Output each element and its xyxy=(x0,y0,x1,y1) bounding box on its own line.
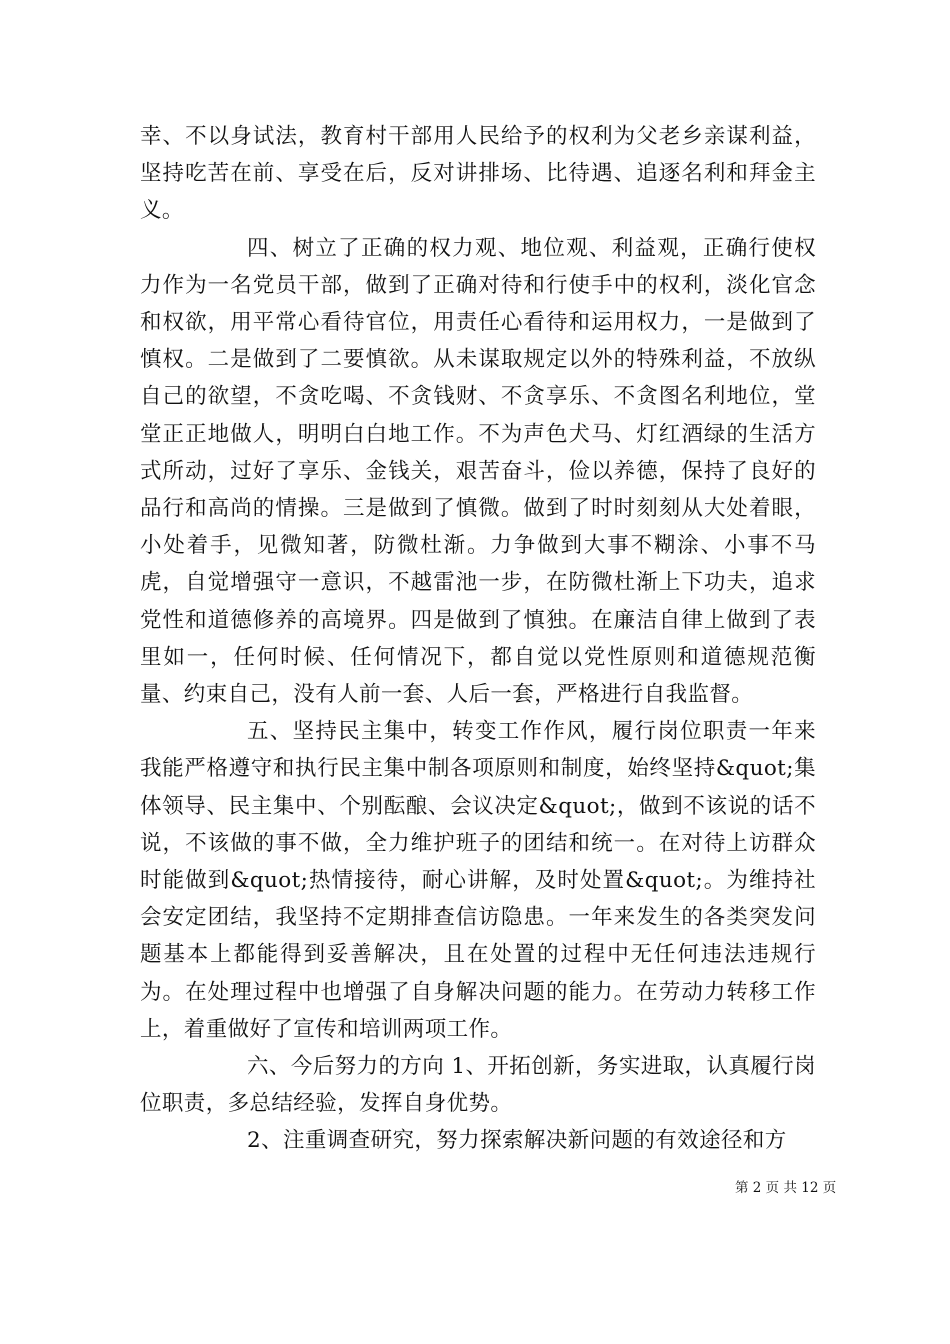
paragraph-continuation: 幸、不以身试法，教育村干部用人民给予的权利为父老乡亲谋利益，坚持吃苦在前、享受在后，反对讲排场、比待遇、追逐名利和拜金主义。 xyxy=(140,124,816,224)
page-number-footer: 第 2 页 共 12 页 xyxy=(735,1180,837,1196)
paragraph-section-six: 六、今后努力的方向 1、开拓创新，务实进取，认真履行岗位职责，多总结经验，发挥自身优势。 xyxy=(140,1054,816,1117)
paragraph-section-four: 四、树立了正确的权力观、地位观、利益观，正确行使权力作为一名党员干部，做到了正确对待和行使手中的权利，淡化官念和权欲，用平常心看待官位，用责任心看待和运用权力，一是做到了慎权。二是做到了二要慎欲。从未谋取规定以外的特殊利益，不放纵自己的欲望，不贪吃喝、不贪钱财、不贪享乐、不贪图名利地位，堂堂正正地做人，明明白白地工作。不为声色犬马、灯红酒绿的生活方式所动，过好了享乐、金钱关，艰苦奋斗，俭以养德，保持了良好的品行和高尚的情操。三是做到了慎微。做到了时时刻刻从大处着眼，小处着手，见微知著，防微杜渐。力争做到大事不糊涂、小事不马虎，自觉增强守一意识，不越雷池一步，在防微杜渐上下功夫，追求党性和道德修养的高境界。四是做到了慎独。在廉洁自律上做到了表里如一，任何时候、任何情况下，都自觉以党性原则和道德规范衡量、约束自己，没有人前一套、人后一套，严格进行自我监督。 xyxy=(140,235,816,708)
paragraph-item-two: 2、注重调查研究，努力探索解决新问题的有效途径和方 xyxy=(247,1128,787,1154)
document-body xyxy=(140,118,816,1160)
paragraph-section-five: 五、坚持民主集中，转变工作作风，履行岗位职责一年来我能严格遵守和执行民主集中制各项原则和制度，始终坚持&quot;集体领导、民主集中、个别酝酿、会议决定&quot;，做到不该说的话不说，不该做的事不做，全力维护班子的团结和统一。在对待上访群众时能做到&quot;热情接待，耐心讲解，及时处置&quot;。为维持社会安定团结，我坚持不定期排查信访隐患。一年来发生的各类突发问题基本上都能得到妥善解决，且在处置的过程中无任何违法违规行为。在处理过程中也增强了自身解决问题的能力。在劳动力转移工作上，着重做好了宣传和培训两项工作。 xyxy=(140,719,816,1042)
